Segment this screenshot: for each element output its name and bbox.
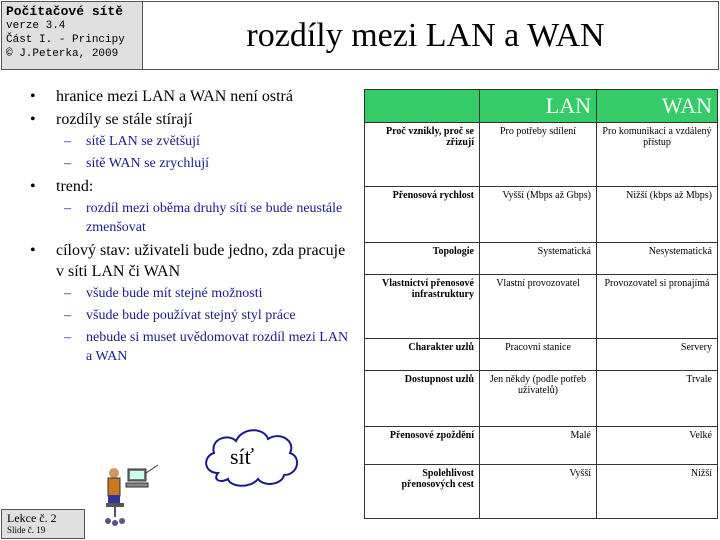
part-text: Část I. - Principy [6,34,125,46]
table-cell: Nižší (kbps až Mbps) [597,187,718,243]
table-cell: Systematická [480,243,597,275]
sub-bullet-item: – sítě LAN se zvětšují [24,132,354,151]
sub-bullet-item: – rozdíl mezi oběma druhy sítí se bude neustále zmenšovat [24,199,354,237]
bullet-list [24,86,354,369]
sub-bullet-item: – všude bude používat stejný styl práce [24,306,354,325]
column-header-wan: WAN [597,90,718,123]
row-header: Přenosová rychlost [365,187,480,243]
copyright-text: © J.Peterka, 2009 [6,48,119,60]
slide-number: Slide č. 19 [7,525,46,535]
version-text: verze 3.4 [6,20,66,32]
row-header: Přenosové zpoždění [365,427,480,465]
column-header-lan: LAN [480,90,597,123]
table-cell: Velké [597,427,718,465]
bullet-item: • rozdíly se stále stírají [24,109,354,130]
table-cell: Vlastní provozovatel [480,275,597,339]
table-row [365,243,718,275]
table-row [365,123,718,187]
row-header: Vlastnictví přenosové infrastruktury [365,275,480,339]
row-header: Spolehlivost přenosových cest [365,465,480,519]
table-cell: Trvale [597,371,718,427]
row-header: Dostupnost uzlů [365,371,480,427]
table-cell: Vyšší [480,465,597,519]
slide-title: rozdíly mezi LAN a WAN [246,16,605,54]
course-title: Počítačové sítě [6,4,124,19]
table-row [365,275,718,339]
sub-bullet-item: – sítě WAN se zrychlují [24,154,354,173]
footer-box [1,509,85,539]
row-header: Proč vznikly, proč se zřizují [365,123,480,187]
bullet-item: • hranice mezi LAN a WAN není ostrá [24,86,354,107]
row-header: Charakter uzlů [365,339,480,371]
cloud-label: síť [230,444,255,469]
bullet-item: • trend: [24,176,354,197]
table-corner-cell [365,90,480,123]
table-cell: Jen někdy (podle potřeb uživatelů) [480,371,597,427]
lecture-number: Lekce č. 2 [7,511,57,525]
table-row [365,465,718,519]
table-cell: Malé [480,427,597,465]
comparison-table [364,89,718,519]
bullet-item: • cílový stav: uživateli bude jedno, zda pracuje v síti LAN či WAN [24,240,354,282]
table-row [365,371,718,427]
table-row [365,427,718,465]
table-cell: Servery [597,339,718,371]
course-info-box [1,1,143,70]
sub-bullet-item: – nebude si muset uvědomovat rozdíl mezi LAN a WAN [24,328,354,366]
sub-bullet-item: – všude bude mít stejné možnosti [24,284,354,303]
table-cell: Nesystematická [597,243,718,275]
table-cell: Pro komunikaci a vzdálený přístup [597,123,718,187]
table-header-row [365,90,718,123]
user-at-computer-icon [100,463,160,527]
table-cell: Pro potřeby sdílení [480,123,597,187]
table-cell: Nižší [597,465,718,519]
table-row [365,339,718,371]
row-header: Topologie [365,243,480,275]
table-cell: Pracovní stanice [480,339,597,371]
title-bar [143,1,719,70]
table-cell: Vyšší (Mbps až Gbps) [480,187,597,243]
table-cell: Provozovatel si pronajímá [597,275,718,339]
table-row [365,187,718,243]
